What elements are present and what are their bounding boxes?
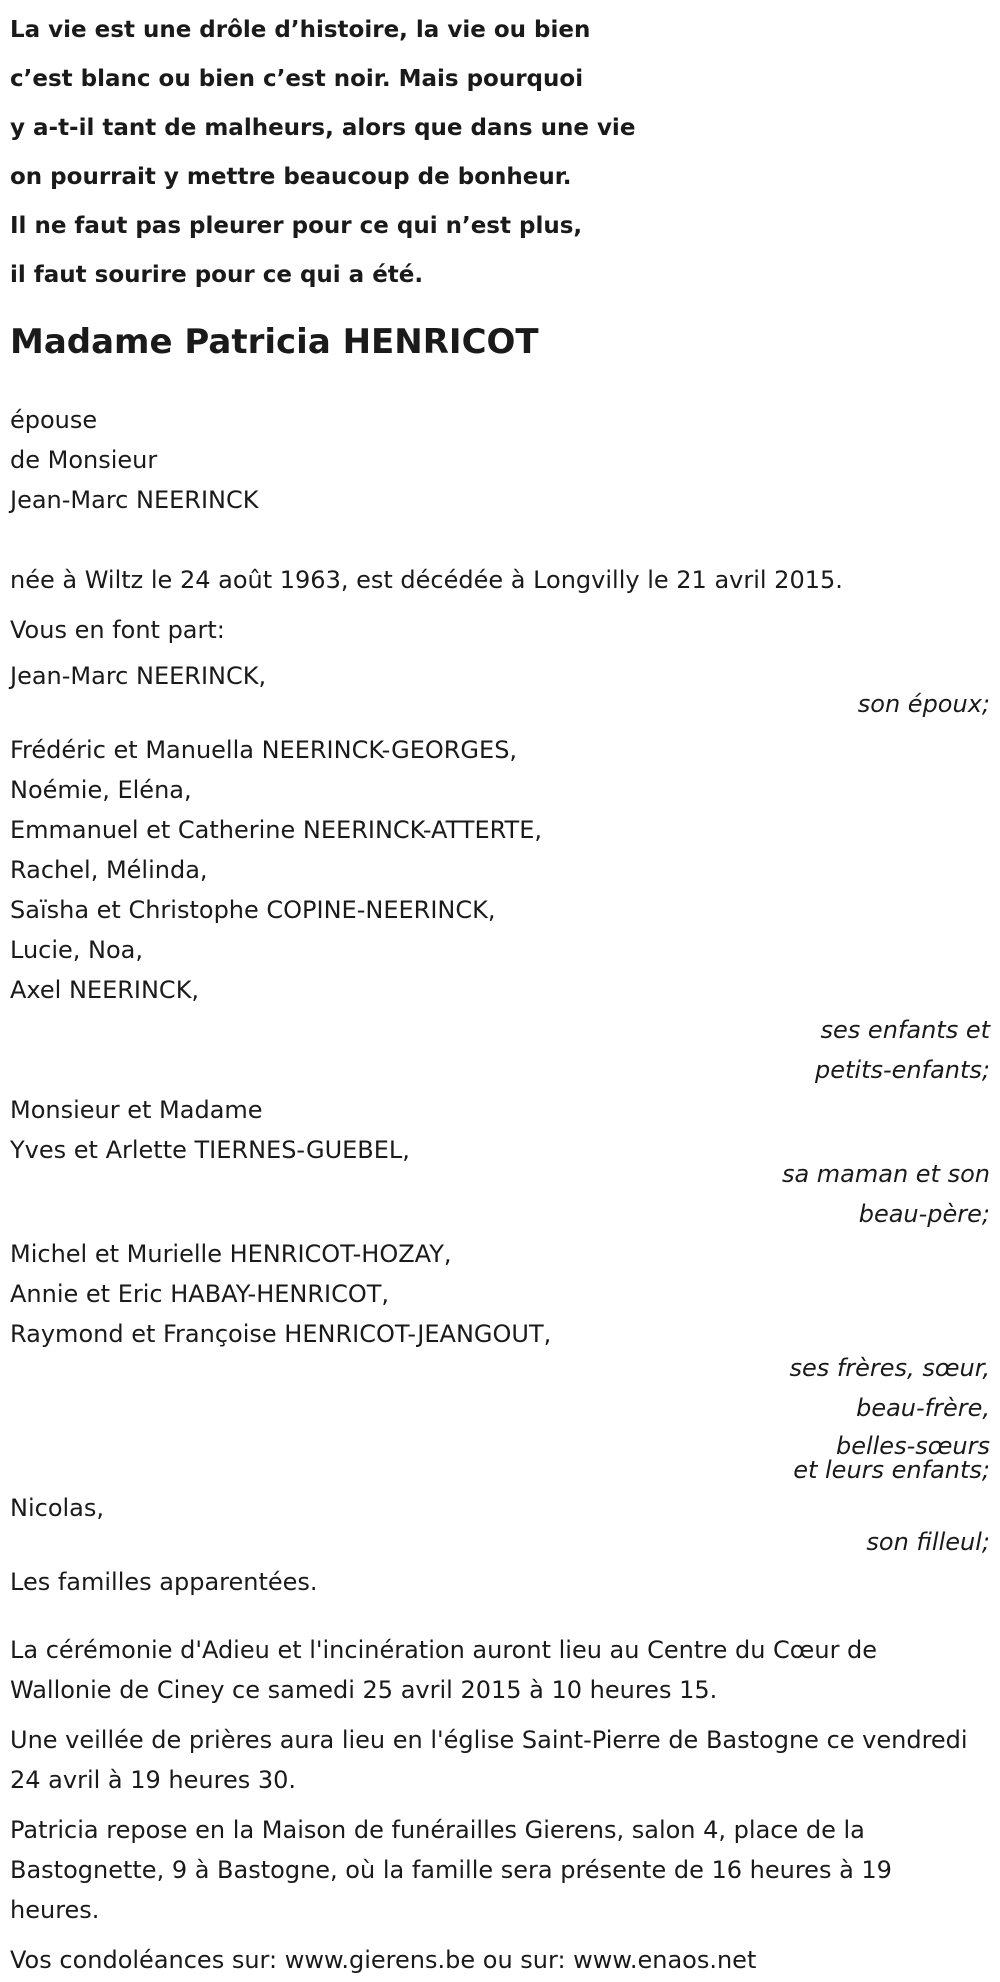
family-name-line: Saïsha et Christophe COPINE-NEERINCK,	[10, 896, 496, 924]
relation-label: sa maman et son	[781, 1160, 990, 1188]
spouse-line: Jean-Marc NEERINCK	[10, 486, 259, 514]
relation-label: beau-frère,	[856, 1394, 990, 1422]
poem-line: c’est blanc ou bien c’est noir. Mais pourquoi	[10, 66, 584, 92]
family-name-line: Monsieur et Madame	[10, 1096, 263, 1124]
birth-death-line: née à Wiltz le 24 août 1963, est décédée à Longvilly le 21 avril 2015.	[10, 566, 843, 594]
obituary-notice	[10, 0, 990, 1980]
families-line: Les familles apparentées.	[10, 1568, 318, 1596]
family-name-line: Nicolas,	[10, 1494, 105, 1522]
family-name-line: Rachel, Mélinda,	[10, 856, 208, 884]
family-name-line: Yves et Arlette TIERNES-GUEBEL,	[10, 1136, 410, 1164]
relation-label: son époux;	[857, 690, 990, 718]
poem	[10, 6, 790, 300]
relation-label: son filleul;	[866, 1528, 990, 1556]
poem-line: La vie est une drôle d’histoire, la vie ou bien	[10, 17, 591, 43]
condolences-paragraph: Vos condoléances sur: www.gierens.be ou sur: www.enaos.net	[10, 1946, 757, 1974]
family-name-line: Jean-Marc NEERINCK,	[10, 662, 267, 690]
family-name-line: Lucie, Noa,	[10, 936, 144, 964]
vigil-paragraph: Une veillée de prières aura lieu en l'église Saint-Pierre de Bastogne ce vendredi 24 avril à 19 heures 30.	[10, 1726, 968, 1794]
poem-line: Il ne faut pas pleurer pour ce qui n’est plus,	[10, 213, 583, 239]
family-name-line: Emmanuel et Catherine NEERINCK-ATTERTE,	[10, 816, 543, 844]
relation-label: et leurs enfants;	[793, 1456, 990, 1484]
family-name-line: Noémie, Eléna,	[10, 776, 192, 804]
announcement-intro: Vous en font part:	[10, 616, 225, 644]
family-name-line: Raymond et Françoise HENRICOT-JEANGOUT,	[10, 1320, 552, 1348]
resting-place-paragraph: Patricia repose en la Maison de funérailles Gierens, salon 4, place de la Bastognette, 9 à Bastogne, où la famille sera présente de 16 heures à 19 heures.	[10, 1816, 892, 1924]
family-name-line: Annie et Eric HABAY-HENRICOT,	[10, 1280, 390, 1308]
family-group-parents	[10, 1090, 990, 1234]
spouse-info	[10, 400, 990, 520]
family-group-siblings	[10, 1234, 990, 1482]
spouse-line: de Monsieur	[10, 446, 158, 474]
family-group-godson	[10, 1488, 990, 1562]
relation-label: ses frères, sœur,	[789, 1354, 990, 1382]
deceased-name: Madame Patricia HENRICOT	[10, 322, 539, 362]
family-group-children	[10, 730, 990, 1090]
family-name-line: Frédéric et Manuella NEERINCK-GEORGES,	[10, 736, 518, 764]
family-name-line: Axel NEERINCK,	[10, 976, 200, 1004]
relation-label: petits-enfants;	[815, 1056, 990, 1084]
relation-label: ses enfants et	[820, 1016, 990, 1044]
family-name-line: Michel et Murielle HENRICOT-HOZAY,	[10, 1240, 452, 1268]
poem-line: on pourrait y mettre beaucoup de bonheur.	[10, 164, 572, 190]
ceremony-paragraph: La cérémonie d'Adieu et l'incinération auront lieu au Centre du Cœur de Wallonie de Ciney ce samedi 25 avril 2015 à 10 heures 15.	[10, 1636, 878, 1704]
family-group-spouse	[10, 656, 990, 724]
poem-line: il faut sourire pour ce qui a été.	[10, 262, 424, 288]
poem-line: y a-t-il tant de malheurs, alors que dans une vie	[10, 115, 636, 141]
relation-label: beau-père;	[858, 1200, 990, 1228]
relation-label: belles-sœurs	[835, 1432, 990, 1460]
spouse-line: épouse	[10, 406, 98, 434]
